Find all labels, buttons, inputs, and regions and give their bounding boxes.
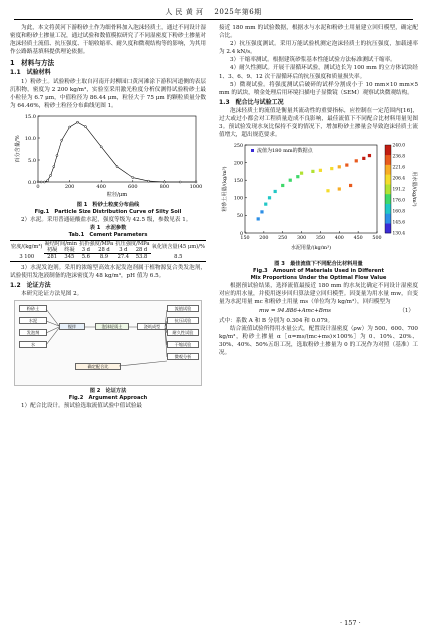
x-axis-label: 水泥用量/(kg/m³) — [290, 245, 332, 252]
colorbar-tick-label: 221.6 — [392, 165, 406, 171]
colorbar-tick-label: 240.0 — [392, 143, 406, 149]
flow-box: 发泡剂 — [19, 329, 47, 336]
coefficient-paragraph: 式中：系数 A 和 B 分别为 0.304 和 0.079。 — [219, 317, 334, 324]
subsection-heading: 1.1 试验材料 — [10, 69, 51, 77]
method-paragraph: 本研究论证方法见图 2。 — [21, 291, 83, 297]
flow-arrows — [15, 301, 201, 383]
colorbar-tick-label: 206.4 — [392, 176, 406, 182]
x-tick-label: 500 — [372, 236, 382, 242]
data-point — [257, 218, 260, 221]
plot-frame — [245, 145, 377, 233]
figure-3-caption-en2: Mix Proportions Under the Optimal Flow Value — [250, 274, 387, 281]
flow-box: 确定配合比 — [75, 363, 121, 370]
x-tick-label: 0 — [36, 183, 40, 190]
figure-2-flowchart — [14, 300, 202, 386]
data-point — [349, 184, 352, 187]
data-point — [264, 203, 267, 206]
colorbar-segment — [385, 194, 391, 204]
table-header: 凝结时间/min — [44, 240, 77, 247]
compressive-paragraph: 2）抗压强度测试。采用万能试验机测定泡沫轻质土的抗压强度，加载速率为 2.4 kN/s。 — [219, 41, 418, 56]
table-cell: 27.4 — [114, 254, 132, 261]
flow-box: 抗压试验 — [167, 317, 199, 324]
table-1-caption-cn: 表 1 水泥参数 — [89, 225, 127, 232]
figure-3 — [219, 139, 418, 281]
journal-name: 人 民 黄 河 — [165, 8, 204, 16]
colorbar-tick-label: 130.4 — [392, 231, 406, 237]
table-1-caption-en: Tab.1 Cement Parameters — [68, 231, 148, 238]
data-point — [368, 154, 371, 157]
figure-3-caption — [219, 261, 418, 281]
table-header: 抗折强度/MPa — [79, 240, 114, 247]
colorbar-segment — [385, 214, 391, 224]
y-tick-label: 0.0 — [28, 179, 36, 186]
flow-box: 水 — [19, 341, 47, 348]
x-tick-label: 400 — [334, 236, 344, 242]
data-point — [116, 166, 118, 168]
shrinkage-paragraph: 3）干缩率测试。根据建筑砂浆基本性能试验方法标准测试干缩率。 — [230, 57, 396, 64]
figure-3-caption-en1: Fig.3 Amount of Materials Used in Different — [253, 268, 384, 274]
data-point — [260, 211, 263, 214]
continued-paragraph: 接近 180 mm 的试验数据，根据水与水泥和粉砂土用量建立回归模型，确定配合比。 — [219, 25, 418, 40]
flow-box: 浇筑成型 — [137, 323, 167, 330]
data-point — [326, 189, 329, 192]
data-point — [319, 169, 322, 172]
figure-1 — [10, 110, 206, 215]
table-cell: 53.8 — [132, 254, 150, 261]
table-cell: 8.5 — [151, 254, 206, 261]
y-axis-label: 粉砂土用量/(kg/m³) — [222, 166, 228, 212]
x-tick-label: 350 — [315, 236, 326, 242]
plot-frame — [38, 116, 196, 182]
mix-proportion-chart — [219, 139, 418, 257]
colorbar-segment — [385, 165, 391, 175]
x-tick-label: 800 — [159, 183, 170, 190]
data-point — [330, 167, 333, 170]
data-point — [69, 126, 71, 128]
data-point — [56, 155, 58, 157]
data-point — [274, 190, 277, 193]
figure-2-caption — [10, 388, 206, 401]
data-point — [40, 181, 42, 183]
equation-1 — [219, 307, 418, 315]
data-point — [84, 125, 86, 127]
table-subheader: 初凝 — [44, 247, 61, 254]
legend-label: 流值为180 mm的数据点 — [257, 148, 313, 155]
table-cell: 5.6 — [78, 254, 94, 261]
data-point — [46, 180, 48, 182]
page-number: · 157 · — [340, 619, 361, 627]
figure-1-caption — [10, 202, 206, 215]
flow-box: 搅拌 — [59, 323, 85, 330]
y-tick-label: 200 — [233, 161, 243, 167]
data-point — [345, 164, 348, 167]
data-point — [61, 139, 63, 141]
table-subheader: 3 d — [78, 247, 94, 254]
y-tick-label: 50 — [236, 214, 243, 220]
data-point — [50, 174, 52, 176]
data-point — [355, 160, 358, 163]
right-column — [219, 24, 418, 357]
flow-box: 泡沫轻质土 — [95, 323, 129, 330]
table-row — [10, 254, 206, 261]
y-tick-label: 0 — [239, 232, 243, 238]
colorbar-label: 用水量/(kg/m³) — [411, 171, 417, 207]
table-header: 密度/(kg/m³) — [10, 240, 44, 254]
table-subheader: 终凝 — [61, 247, 78, 254]
data-point — [148, 180, 150, 182]
colorbar-tick-label: 176.0 — [392, 198, 406, 204]
data-point — [289, 179, 292, 182]
legend-marker — [251, 149, 254, 152]
data-point — [268, 197, 271, 200]
colorbar-tick-label: 145.6 — [392, 220, 406, 226]
figure-1-caption-en: Fig.1 Particle Size Distribution Curve of Silty Soil — [34, 208, 182, 215]
colorbar-segment — [385, 155, 391, 165]
equation-number: （1） — [399, 308, 414, 315]
data-point — [338, 188, 341, 191]
table-cell: 3 100 — [10, 254, 44, 261]
data-point — [281, 184, 284, 187]
conditions-paragraph: 结合流值试验所得用水量公式，配置设计湿密度（ρw）为 500、600、700 kg/m³，粉砂土掺量 α［α=ms/(mc+ms)×100%］为 0、10%、20%、30%、40%、50%五组工况，选取粉砂土掺量为 0 的工况作为对照（基准）工况。 — [219, 325, 418, 356]
y-tick-label: 100 — [233, 196, 243, 202]
flow-box: 粉砂土 — [19, 305, 47, 312]
data-point — [179, 181, 181, 183]
data-point — [77, 121, 79, 123]
x-tick-label: 200 — [64, 183, 75, 190]
data-point — [53, 166, 55, 168]
distribution-curve — [38, 122, 196, 182]
x-tick-label: 150 — [240, 236, 250, 242]
data-point — [296, 175, 299, 178]
table-header: 抗压强度/MPa — [115, 240, 150, 247]
data-point — [311, 170, 314, 173]
figure-1-caption-cn: 图 1 粉砂土粒度分布曲线 — [76, 202, 140, 209]
data-point — [300, 172, 303, 175]
figure-2-caption-en: Fig.2 Argument Approach — [68, 394, 148, 401]
colorbar-tick-label: 160.8 — [392, 209, 406, 215]
y-tick-label: 5.0 — [28, 157, 36, 164]
data-point — [362, 157, 365, 160]
subsection-heading: 1.2 论证方法 — [10, 281, 51, 289]
micro-paragraph: 5）微观试验。将强度测试后破碎的试样分割成小于 10 mm×10 mm×5 mm 的试块，喷金处理后用环境扫描电子显微镜（SEM）观察试块微观结构。 — [219, 81, 418, 96]
silty-soil-paragraph: 1）粉砂土。试验粉砂土取自河南开封柳园口黄河滩涂下游积河道侧的表层沉积物，密度为 2 200 kg/m³，实验室采用激光粒度分析仪测得试验粉砂土最小粒径为 6.7 μm，中值粒径为 86.44 μm，粒径大于 75 μm 的颗粒质量分数为 64.46%，粉砂土粒径分布曲线见图 1。 — [10, 78, 206, 109]
foaming-agent-paragraph: 3）水泥发泡剂。采用的浓缩型高效水泥发泡剂属于植物源复合类发泡剂，试验使用发泡液制备的泡沫密度为 48 kg/m³，pH 值为 6.5。 — [10, 264, 206, 279]
running-head — [0, 7, 427, 17]
y-tick-label: 250 — [233, 144, 243, 150]
issue-number: 2025年第6期 — [214, 8, 262, 16]
x-tick-label: 250 — [278, 236, 288, 242]
y-tick-label: 10.0 — [24, 135, 36, 142]
x-tick-label: 600 — [128, 183, 138, 190]
colorbar-segment — [385, 204, 391, 214]
cement-table — [10, 240, 206, 262]
data-point — [37, 181, 39, 183]
figure-2-caption-cn: 图 2 论证方法 — [89, 388, 127, 395]
data-point — [43, 181, 45, 183]
data-point — [100, 146, 102, 148]
table-1-caption — [10, 225, 206, 238]
data-point — [132, 177, 134, 179]
x-tick-label: 300 — [296, 236, 307, 242]
x-axis-label: 粒径/μm — [106, 191, 128, 198]
table-cell: 8.9 — [94, 254, 115, 261]
mix-design-paragraph: 1）配合比设计。预试验选取流值试验中值试验最 — [21, 403, 143, 410]
table-subheader: 28 d — [94, 247, 115, 254]
flow-box: 流值试验 — [167, 305, 199, 312]
colorbar-segment — [385, 175, 391, 185]
x-tick-label: 1000 — [189, 183, 203, 190]
cement-paragraph: 2）水泥。采用普通硅酸盐水泥，强度等级为 42.5 级，参数见表 1。 — [21, 217, 192, 224]
y-tick-label: 15.0 — [24, 113, 36, 120]
flow-box: 微观分析 — [167, 353, 199, 360]
colorbar-segment — [385, 184, 391, 194]
data-point — [195, 181, 197, 183]
colorbar-tick-label: 191.2 — [392, 187, 406, 193]
page-header — [0, 0, 427, 22]
table-cell: 345 — [61, 254, 78, 261]
mix-paragraph: 泡沫轻质土的流值是衡量其流动性的重要指标，应控制在一定范围内[16]，过大或过小都会对工程质量造成不良影响，最佳流值下不同配合比材料用量见图 3。预试验发现水灰比保持不变的情况下，增加粉砂土掺量会导致泡沫轻质土流值增大，超出规范要求。 — [219, 107, 418, 139]
table-subheader: 28 d — [132, 247, 150, 254]
table-subheader: 3 d — [114, 247, 132, 254]
table-cell: 281 — [44, 254, 61, 261]
flow-box: 干缩试验 — [167, 341, 199, 348]
y-tick-label: 150 — [233, 179, 243, 185]
left-column — [10, 24, 206, 410]
data-point — [338, 166, 341, 169]
header-rule — [14, 19, 413, 20]
subsection-heading: 1.3 配合比与试验工况 — [219, 98, 284, 106]
x-tick-label: 200 — [259, 236, 269, 242]
equation-body: mw = 94.886+Amc+Bms — [259, 308, 332, 315]
colorbar-tick-label: 236.8 — [392, 154, 406, 160]
section-heading: 1 材料与方法 — [10, 59, 55, 68]
colorbar-segment — [385, 224, 391, 234]
durability-paragraph: 4）耐久性测试。开展干湿循环试验，测试边长为 100 mm 的立方体试块经 1、3、6、9、12 次干湿循环后的抗压强度和质量损失率。 — [219, 65, 418, 80]
figure-3-caption-cn: 图 3 最佳流值下不同配合比材料用量 — [274, 261, 363, 268]
flow-box: 耐久性试验 — [167, 329, 199, 336]
y-axis-label: 百分含量/% — [15, 135, 21, 163]
data-point — [163, 181, 165, 183]
x-tick-label: 450 — [353, 236, 363, 242]
regression-paragraph: 根据预试验结果，选择流值最接近 180 mm 的水灰比确定不同设计湿密度对应的用水量，并使用逐步回归算法建立回归模型。因变量为用水量 mw，自变量为水泥用量 mc 和粉砂土用量 ms（单位均为 kg/m³），回归模型为 — [219, 283, 418, 306]
x-tick-label: 400 — [96, 183, 106, 190]
intro-paragraph: 为此，本文将黄河下游粉砂土作为细骨料加入泡沫轻质土，通过不同设计湿密度和粉砂土掺量工况，通过试验和数值模拟研究了不同湿密度下粉砂土掺量对泡沫轻质土流值、抗压强度、干缩收缩率、耐久度和微观结构等的影响，为其用作公路路基填料提供理论依据。 — [10, 25, 206, 56]
colorbar-segment — [385, 145, 391, 155]
table-header: 氧化镁含量(45 μm)/% — [151, 240, 206, 254]
flow-box: 水泥 — [19, 317, 47, 324]
particle-size-chart — [10, 110, 206, 198]
